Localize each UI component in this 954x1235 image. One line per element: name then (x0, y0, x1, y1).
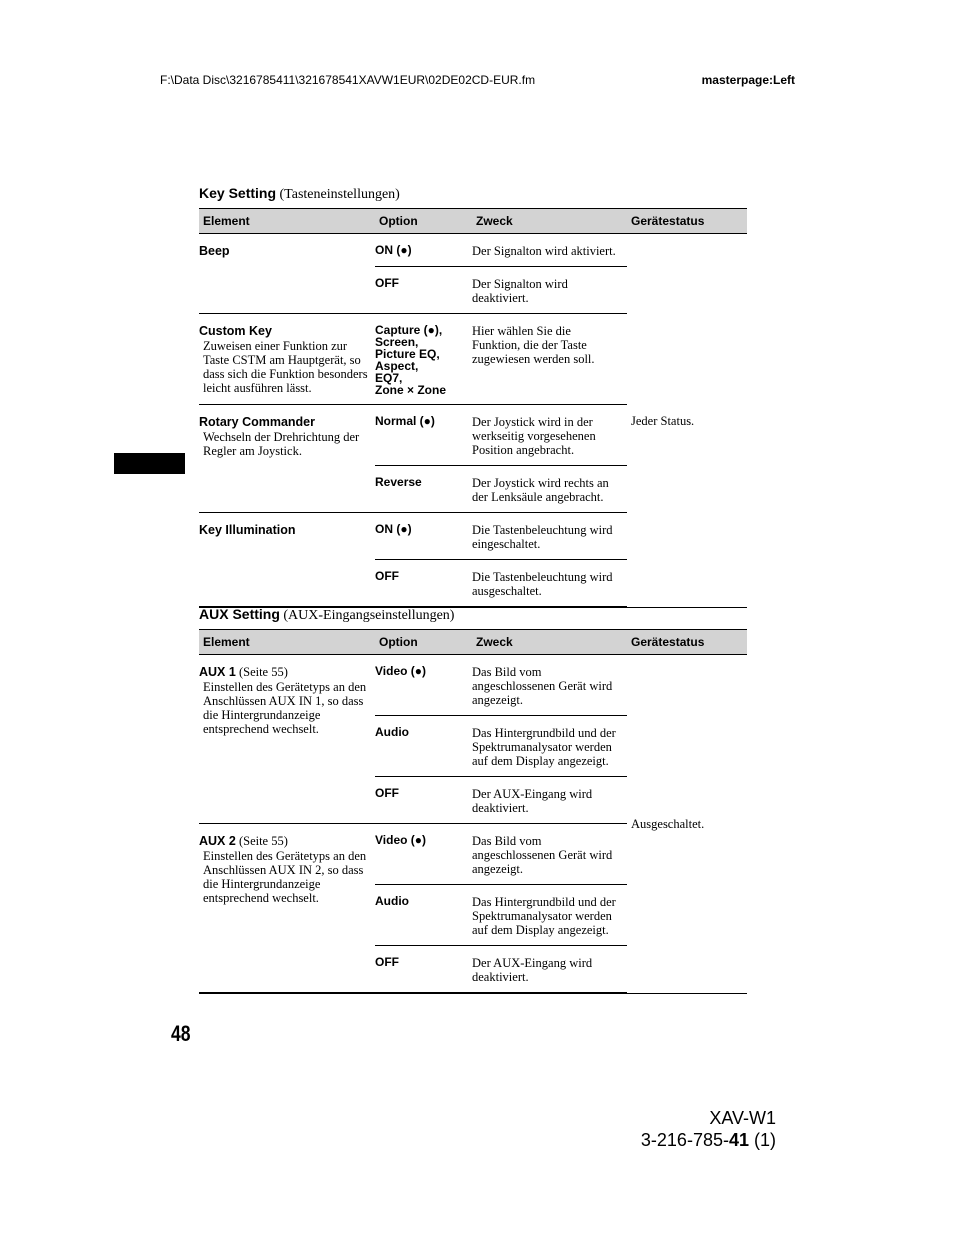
model-name: XAV-W1 (709, 1108, 776, 1128)
rotary-desc-normal: Der Joystick wird in der werkseitig vorgesehenen Position angebracht. (472, 405, 627, 466)
table-row (199, 234, 747, 267)
aux-setting-heading (199, 606, 747, 624)
key-setting-subtitle: (Tasteneinstellungen) (279, 187, 400, 202)
table-row (199, 655, 747, 716)
col-header-option: Option (375, 630, 472, 655)
aux-setting-section (199, 606, 747, 994)
table-header-row (199, 209, 747, 234)
col-header-zweck: Zweck (472, 630, 627, 655)
key-setting-title: Key Setting (199, 185, 277, 201)
page-number: 48 (171, 1021, 191, 1046)
aux1-desc-off: Der AUX-Eingang wird deaktiviert. (472, 777, 627, 824)
model-code: 3-216-785-41 (1) (640, 1130, 776, 1150)
aux2-option-video: Video (●) (375, 824, 472, 885)
beep-option-on: ON (●) (375, 234, 472, 267)
rotary-option-reverse: Reverse (375, 466, 472, 513)
masterpage-label: masterpage:Left (701, 73, 795, 87)
table-header-row (199, 630, 747, 655)
custom-key-element: Custom Key Zuweisen einer Funktion zur Taste CSTM am Hauptgerät, so dass sich die Funktion besonders leicht ausführen lässt. (199, 314, 375, 405)
col-header-element: Element (199, 630, 375, 655)
beep-option-off: OFF (375, 267, 472, 314)
illumination-element: Key Illumination (199, 513, 375, 607)
illumination-option-off: OFF (375, 560, 472, 607)
key-setting-heading (199, 185, 747, 203)
custom-key-options: Capture (●), Screen, Picture EQ, Aspect, EQ7, Zone × Zone (375, 314, 472, 405)
key-setting-status: Jeder Status. (627, 234, 747, 608)
file-path-header: F:\Data Disc\3216785411\321678541XAVW1EUR\02DE02CD-EUR.fm (160, 73, 536, 87)
col-header-zweck: Zweck (472, 209, 627, 234)
aux2-desc-audio: Das Hintergrundbild und der Spektrumanalysator werden auf dem Display angezeigt. (472, 885, 627, 946)
key-setting-table (199, 208, 747, 608)
beep-element: Beep (199, 234, 375, 314)
illumination-desc-on: Die Tastenbeleuchtung wird eingeschaltet. (472, 513, 627, 560)
aux1-desc-video: Das Bild vom angeschlossenen Gerät wird angezeigt. (472, 655, 627, 716)
aux2-element: AUX 2 (Seite 55) Einstellen des Gerätetyps an den Anschlüssen AUX IN 2, so dass die Hintergrundanzeige entsprechend wechselt. (199, 824, 375, 993)
aux2-option-off: OFF (375, 946, 472, 993)
section-tab-marker (114, 453, 185, 474)
aux2-option-audio: Audio (375, 885, 472, 946)
aux-setting-status: Ausgeschaltet. (627, 655, 747, 994)
aux1-option-audio: Audio (375, 716, 472, 777)
rotary-option-normal: Normal (●) (375, 405, 472, 466)
beep-desc-off: Der Signalton wird deaktiviert. (472, 267, 627, 314)
aux2-desc-video: Das Bild vom angeschlossenen Gerät wird angezeigt. (472, 824, 627, 885)
aux-setting-title: AUX Setting (199, 606, 280, 622)
custom-key-desc: Hier wählen Sie die Funktion, die der Taste zugewiesen werden soll. (472, 314, 627, 405)
rotary-desc-reverse: Der Joystick wird rechts an der Lenksäule angebracht. (472, 466, 627, 513)
illumination-option-on: ON (●) (375, 513, 472, 560)
aux1-option-off: OFF (375, 777, 472, 824)
aux1-element: AUX 1 (Seite 55) Einstellen des Gerätetyps an den Anschlüssen AUX IN 1, so dass die Hintergrundanzeige entsprechend wechselt. (199, 655, 375, 824)
aux2-desc-off: Der AUX-Eingang wird deaktiviert. (472, 946, 627, 993)
col-header-option: Option (375, 209, 472, 234)
col-header-element: Element (199, 209, 375, 234)
illumination-desc-off: Die Tastenbeleuchtung wird ausgeschaltet. (472, 560, 627, 607)
col-header-status: Gerätestatus (627, 630, 747, 655)
beep-desc-on: Der Signalton wird aktiviert. (472, 234, 627, 267)
rotary-element: Rotary Commander Wechseln der Drehrichtung der Regler am Joystick. (199, 405, 375, 513)
key-setting-section (199, 185, 747, 608)
col-header-status: Gerätestatus (627, 209, 747, 234)
aux-setting-table (199, 629, 747, 994)
aux1-option-video: Video (●) (375, 655, 472, 716)
aux-setting-subtitle: (AUX-Eingangseinstellungen) (283, 608, 455, 623)
aux1-desc-audio: Das Hintergrundbild und der Spektrumanalysator werden auf dem Display angezeigt. (472, 716, 627, 777)
